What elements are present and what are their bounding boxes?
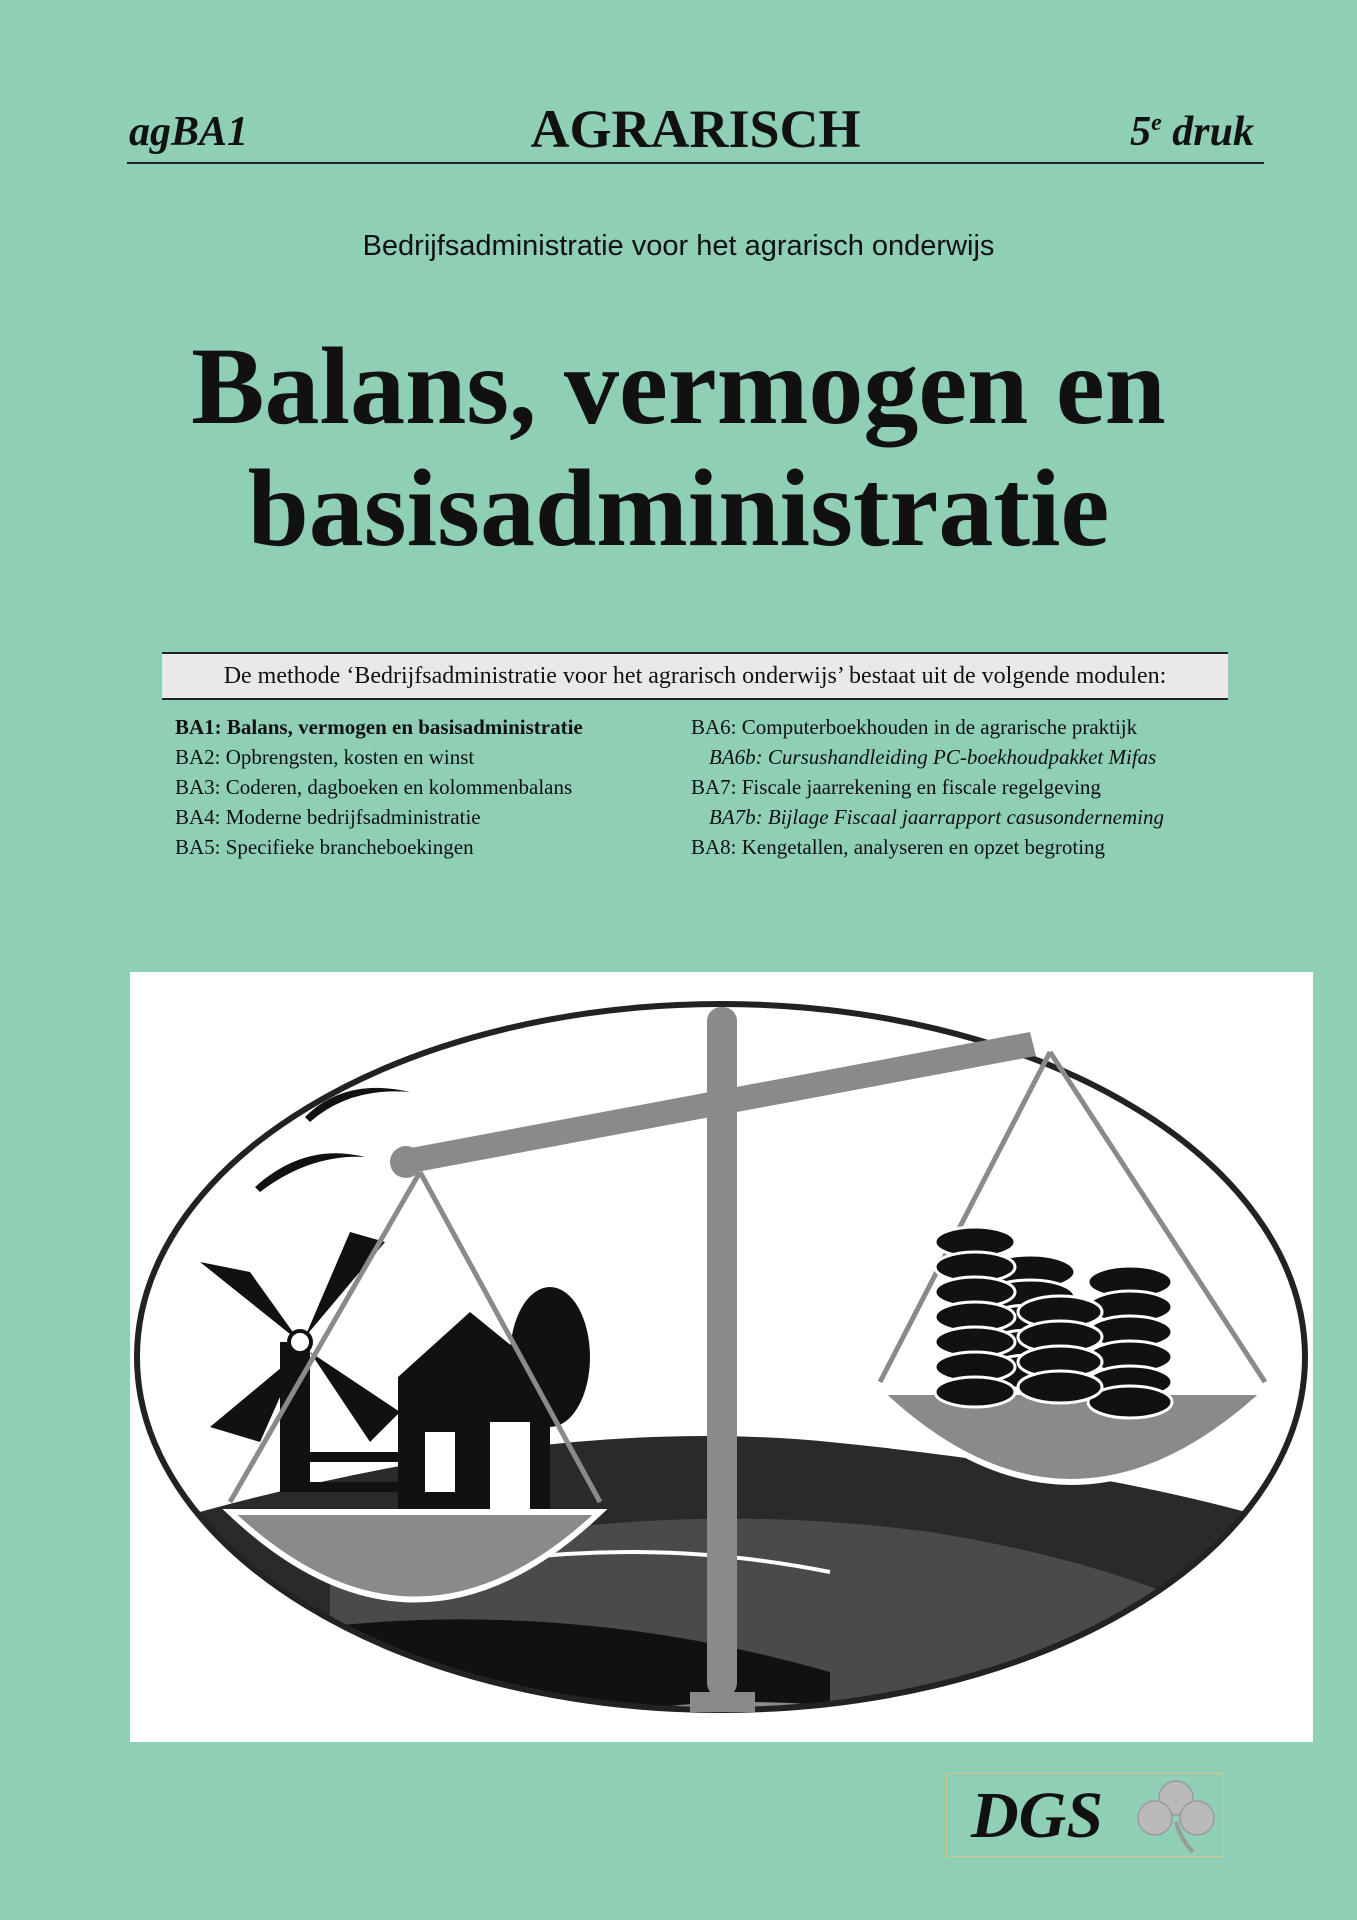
module-ba6: BA6: Computerboekhouden in de agrarische praktijk — [691, 715, 1138, 739]
module-ba3: BA3: Coderen, dagboeken en kolommenbalans — [175, 775, 573, 799]
module-ba2: BA2: Opbrengsten, kosten en winst — [175, 745, 475, 769]
header — [127, 98, 1264, 164]
module-ba5: BA5: Specifieke brancheboekingen — [175, 835, 474, 859]
module-ba7b: BA7b: Bijlage Fiscaal jaarrapport casusonderneming — [709, 805, 1164, 829]
modules-intro: De methode ‘Bedrijfsadministratie voor het agrarisch onderwijs’ bestaat uit de volgende modulen: — [162, 652, 1228, 700]
module-ba7: BA7: Fiscale jaarrekening en fiscale regelgeving — [691, 775, 1101, 799]
publisher-logo — [946, 1773, 1224, 1857]
clover-icon — [1133, 1778, 1219, 1854]
module-ba6b: BA6b: Cursushandleiding PC-boekhoudpakket Mifas — [709, 745, 1157, 769]
edition — [1130, 108, 1254, 156]
edition-sup: e — [1151, 110, 1162, 136]
edition-number: 5 — [1130, 109, 1152, 155]
modules-list-right — [691, 712, 1164, 862]
subtitle: Bedrijfsadministratie voor het agrarisch onderwijs — [362, 230, 995, 262]
scale-illustration — [130, 972, 1313, 1742]
book-title — [100, 325, 1257, 569]
publisher-name: DGS — [971, 1779, 1104, 1852]
title-line-2: basisadministratie — [247, 447, 1110, 569]
birds-icon — [255, 1088, 410, 1192]
windmill-icon — [200, 1232, 400, 1482]
coins-icon — [935, 1227, 1172, 1418]
module-ba4: BA4: Moderne bedrijfsadministratie — [175, 805, 481, 829]
series-code: agBA1 — [129, 109, 249, 155]
module-ba8: BA8: Kengetallen, analyseren en opzet begroting — [691, 835, 1106, 859]
modules-list-left — [175, 712, 583, 862]
series-name: AGRARISCH — [530, 99, 861, 159]
title-line-1: Balans, vermogen en — [191, 325, 1166, 447]
module-ba1: BA1: Balans, vermogen en basisadministratie — [175, 715, 583, 739]
edition-label: druk — [1161, 109, 1254, 155]
